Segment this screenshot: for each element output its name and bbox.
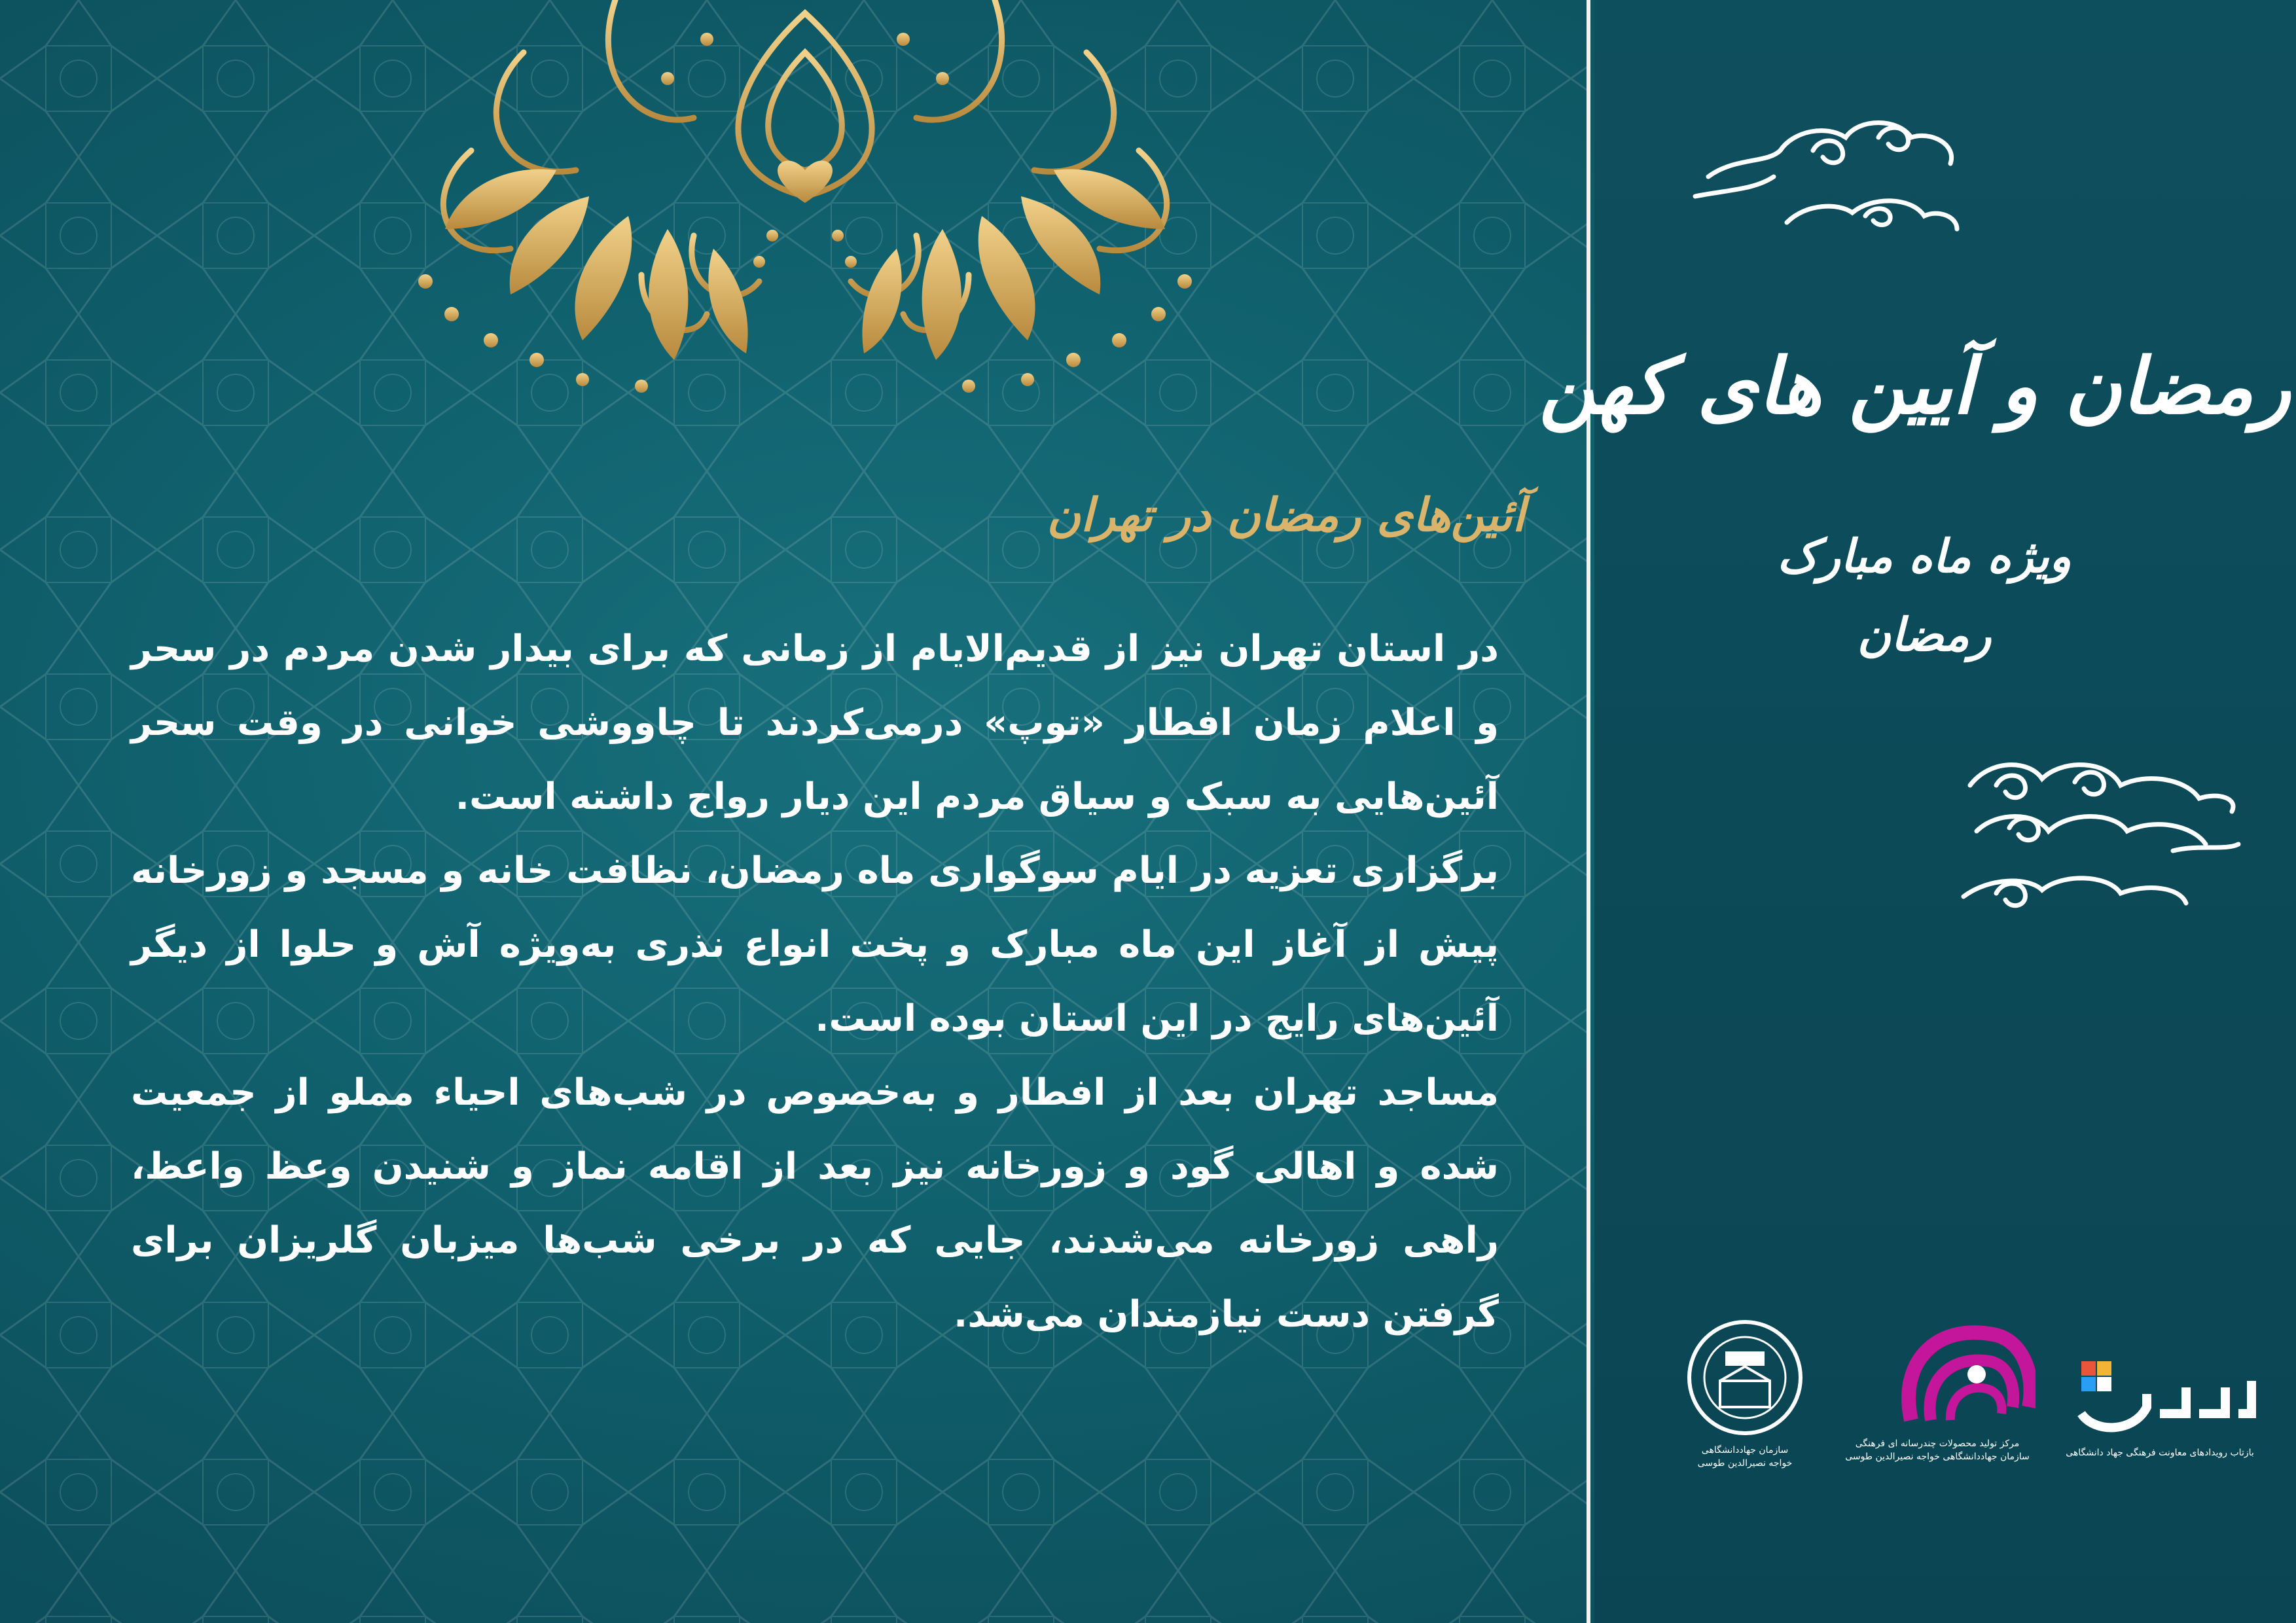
section-heading: آئین‌های رمضان در تهران <box>1047 488 1525 542</box>
poster-title: رمضان و آیین های کهن <box>1539 340 2291 431</box>
paragraph: برگزاری تعزیه در ایام سوگواری ماه رمضان، نظافت خانه و مسجد و زورخانه پیش از آغاز این ماه مبارک و پخت انواع نذری به‌ویژه آش و حلوا از دیگر آئین‌های رایج در این استان بوده است. <box>131 849 1499 1040</box>
cloud-ornament-icon <box>1682 92 1970 242</box>
haft-pardeh-logo <box>1839 1309 2036 1472</box>
haft-pardeh-icon <box>1839 1309 2036 1433</box>
poster-subtitle <box>1741 517 2108 674</box>
logo-caption: سازمان جهاددانشگاهی خواجه نصیرالدین طوسی <box>1845 1452 2030 1462</box>
article-body <box>131 612 1499 1351</box>
roytab-logo <box>2055 1342 2265 1472</box>
gold-mandala-ornament <box>275 0 1335 406</box>
paragraph: مساجد تهران بعد از افطار و به‌خصوص در شب‌های احیاء مملو از جمعیت شده و اهالی گود و زورخانه نیز بعد از اقامه نماز و شنیدن وعظ واعظ، راهی زورخانه می‌شدند، جایی که در برخی شب‌ها میزبان گلریزان برای گرفتن دست نیازمندان می‌شد. <box>131 1071 1499 1336</box>
subtitle-line: رمضان <box>1857 607 1992 662</box>
logo-caption: سازمان جهاددانشگاهی <box>1701 1445 1789 1455</box>
logo-caption: بازتاب رویدادهای معاونت فرهنگی جهاد دانشگاهی <box>2066 1448 2254 1458</box>
vertical-divider <box>1587 0 1590 1623</box>
subtitle-line: ویژه ماه مبارک <box>1777 529 2072 583</box>
jahad-daneshgahi-logo <box>1673 1315 1817 1479</box>
roytab-icon <box>2055 1342 2265 1440</box>
cloud-ornament-icon <box>1957 746 2245 942</box>
logo-caption: خواجه نصیرالدین طوسی <box>1697 1458 1793 1469</box>
jahad-seal-icon <box>1673 1315 1817 1440</box>
logo-caption: مرکز تولید محصولات چندرسانه ای فرهنگی <box>1855 1438 2020 1449</box>
paragraph: در استان تهران نیز از قدیم‌الایام از زمانی که برای بیدار شدن مردم در سحر و اعلام زمان افطار «توپ» درمی‌کردند تا چاووشی خوانی در وقت سحر آئین‌هایی به سبک و سیاق مردم این دیار رواج داشته است. <box>131 628 1499 818</box>
